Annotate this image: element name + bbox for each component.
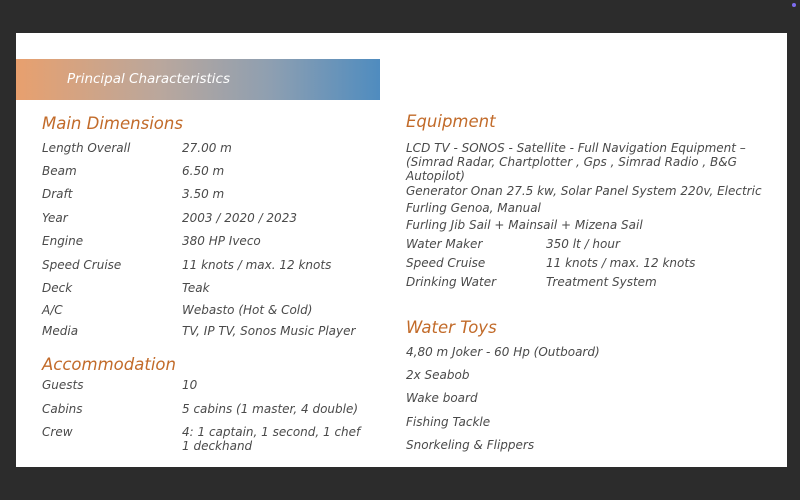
spec-label: A/C bbox=[42, 303, 63, 317]
spec-label: Draft bbox=[42, 187, 73, 201]
spec-value: 11 knots / max. 12 knots bbox=[182, 258, 332, 272]
spec-value: TV, IP TV, Sonos Music Player bbox=[182, 324, 356, 338]
spec-value: 2003 / 2020 / 2023 bbox=[182, 211, 297, 225]
spec-value: 11 knots / max. 12 knots bbox=[546, 256, 696, 270]
spec-value: 3.50 m bbox=[182, 187, 225, 201]
spec-label: Media bbox=[42, 324, 79, 338]
main-dimensions-heading: Main Dimensions bbox=[42, 114, 183, 133]
spec-label: Cabins bbox=[42, 402, 83, 416]
spec-value: 6.50 m bbox=[182, 164, 225, 178]
equipment-line: Furling Genoa, Manual bbox=[406, 201, 541, 215]
window-indicator-dot bbox=[792, 3, 796, 7]
banner-title: Principal Characteristics bbox=[67, 71, 230, 87]
spec-value: 350 lt / hour bbox=[546, 237, 620, 251]
spec-value: 5 cabins (1 master, 4 double) bbox=[182, 402, 359, 416]
spec-label: Water Maker bbox=[406, 237, 483, 251]
spec-page bbox=[16, 33, 787, 467]
equipment-line: Generator Onan 27.5 kw, Solar Panel System 220v, Electric bbox=[406, 184, 762, 198]
spec-value: Teak bbox=[182, 281, 210, 295]
spec-label: Beam bbox=[42, 164, 77, 178]
section-banner bbox=[16, 59, 380, 100]
spec-value: 10 bbox=[182, 378, 198, 392]
spec-value: Webasto (Hot & Cold) bbox=[182, 303, 313, 317]
equipment-line: Autopilot) bbox=[406, 169, 465, 183]
water-toy-item: Wake board bbox=[406, 391, 478, 405]
spec-label: Year bbox=[42, 211, 68, 225]
spec-label: Speed Cruise bbox=[406, 256, 486, 270]
spec-value: 4: 1 captain, 1 second, 1 chef bbox=[182, 425, 361, 439]
spec-label: Engine bbox=[42, 234, 84, 248]
spec-label: Speed Cruise bbox=[42, 258, 122, 272]
equipment-heading: Equipment bbox=[406, 112, 496, 131]
water-toys-heading: Water Toys bbox=[406, 318, 497, 337]
spec-label: Crew bbox=[42, 425, 73, 439]
spec-value-continued: 1 deckhand bbox=[182, 439, 253, 453]
spec-label: Deck bbox=[42, 281, 73, 295]
accommodation-heading: Accommodation bbox=[42, 355, 176, 374]
equipment-line: Furling Jib Sail + Mainsail + Mizena Sail bbox=[406, 218, 643, 232]
spec-label: Guests bbox=[42, 378, 84, 392]
spec-value: 380 HP Iveco bbox=[182, 234, 261, 248]
water-toy-item: 4,80 m Joker - 60 Hp (Outboard) bbox=[406, 345, 600, 359]
spec-value: Treatment System bbox=[546, 275, 657, 289]
water-toy-item: Fishing Tackle bbox=[406, 415, 491, 429]
spec-label: Length Overall bbox=[42, 141, 131, 155]
equipment-line: (Simrad Radar, Chartplotter , Gps , Simrad Radio , B&G bbox=[406, 155, 737, 169]
spec-label: Drinking Water bbox=[406, 275, 497, 289]
water-toy-item: Snorkeling & Flippers bbox=[406, 438, 535, 452]
water-toy-item: 2x Seabob bbox=[406, 368, 470, 382]
spec-value: 27.00 m bbox=[182, 141, 232, 155]
equipment-line: LCD TV - SONOS - Satellite - Full Navigation Equipment – bbox=[406, 141, 746, 155]
